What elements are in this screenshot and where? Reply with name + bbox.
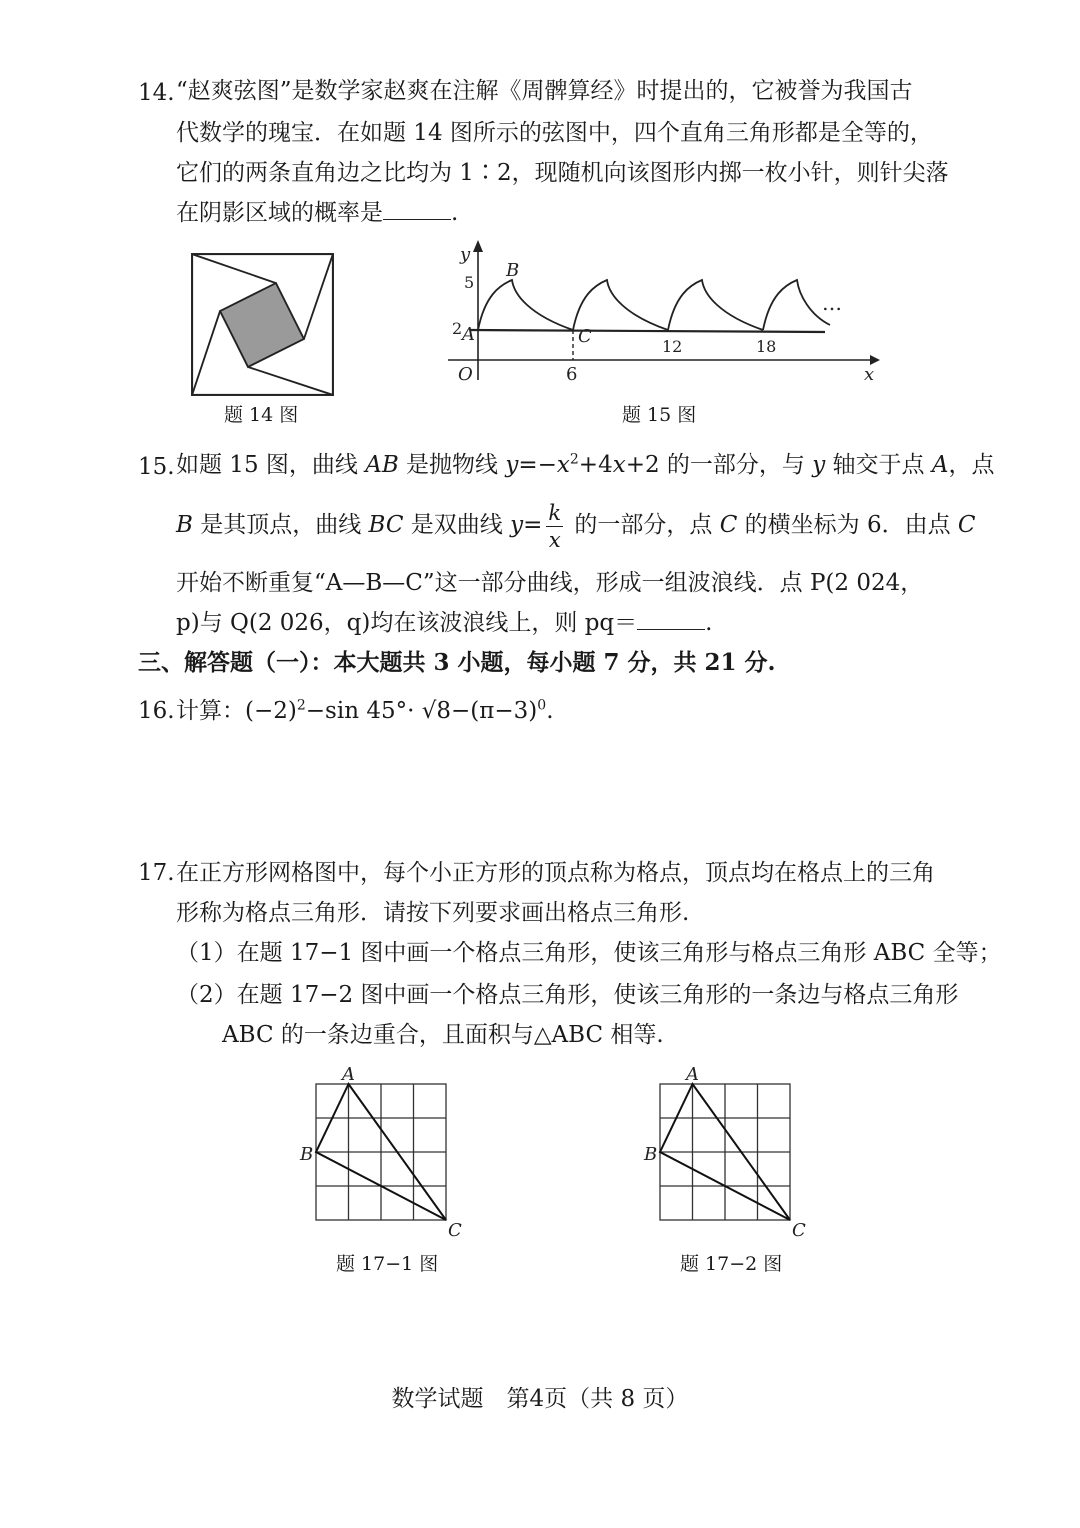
fig15-tick-x12: 12 xyxy=(662,337,683,356)
fig17-1-grid xyxy=(296,1064,476,1241)
fig15-tick-x6: 6 xyxy=(566,364,578,385)
page-footer: 数学试题 第4页（共 8 页） xyxy=(391,1386,689,1412)
q17-line2: 形称为格点三角形．请按下列要求画出格点三角形. xyxy=(176,900,690,926)
fig15-tick-x18: 18 xyxy=(756,337,777,356)
fig15-caption: 题 15 图 xyxy=(622,404,697,426)
q15-answer-blank[interactable] xyxy=(637,609,705,630)
fig15-ellipsis: … xyxy=(822,291,842,315)
q15-line1: 如题 15 图，曲线 AB 是抛物线 $y=-x^2+4x+2$ 的一部分，与 y 轴交于点 A，点 xyxy=(176,451,995,478)
q16-number: 16. xyxy=(138,698,175,724)
fig15-label-C: C xyxy=(578,326,592,347)
fig17-1-label-A: A xyxy=(342,1064,355,1085)
q14-line2: 代数学的瑰宝．在如题 14 图所示的弦图中，四个直角三角形都是全等的， xyxy=(176,120,933,146)
q17-part1: （1）在题 17−1 图中画一个格点三角形，使该三角形与格点三角形 ABC 全等； xyxy=(176,940,1002,966)
q17-part2-cont: ABC 的一条边重合，且面积与△ABC 相等. xyxy=(222,1022,664,1048)
q17-number: 17. xyxy=(138,860,175,886)
fig14-caption: 题 14 图 xyxy=(224,404,299,426)
fig17-2-label-B: B xyxy=(644,1144,658,1165)
section3-heading: 三、解答题（一）：本大题共 3 小题，每小题 7 分，共 21 分. xyxy=(138,649,776,676)
fig17-2-label-C: C xyxy=(792,1220,806,1241)
q14-line4: 在阴影区域的概率是 . xyxy=(176,200,459,226)
q17-line1: 在正方形网格图中，每个小正方形的顶点称为格点，顶点均在格点上的三角 xyxy=(176,860,935,886)
fig14-shaded-square xyxy=(220,283,304,367)
fig15-tick-y2: 2 xyxy=(452,319,463,338)
q14-line1: “赵爽弦图”是数学家赵爽在注解《周髀算经》时提出的，它被誉为我国古 xyxy=(176,78,913,104)
fig15-label-y: y xyxy=(460,244,471,265)
fig15-label-B: B xyxy=(506,260,520,281)
fig17-1-label-B: B xyxy=(300,1144,314,1165)
fig17-2-caption: 题 17−2 图 xyxy=(680,1253,783,1275)
q16-expression: 计算：$(-2)^2-\sin$ $45^\circ\cdot √8-(\pi-3)^0$. xyxy=(176,697,554,724)
fig15-tick-y5: 5 xyxy=(464,273,475,292)
q15-line3: 开始不断重复“A—B—C”这一部分曲线，形成一组波浪线．点 P(2 024， xyxy=(176,570,924,596)
fig14-chord-diagram xyxy=(190,252,335,397)
q15-fraction-k-over-x: $\frac{k}{x}$ xyxy=(548,500,562,552)
q15-line4: p)与 Q(2 026，q)均在该波浪线上，则 pq＝ . xyxy=(176,610,713,636)
q15-line2: B 是其顶点，曲线 BC 是双曲线 y= $\frac{k}{x}$ 的一部分，点 C 的横坐标为 6．由点 C xyxy=(176,500,976,552)
q17-part2: （2）在题 17−2 图中画一个格点三角形，使该三角形的一条边与格点三角形 xyxy=(176,982,959,1008)
q15-number: 15. xyxy=(138,454,175,480)
fig15-label-origin: O xyxy=(458,364,473,385)
fig15-label-A: A xyxy=(462,324,475,345)
fig15-wave-graph xyxy=(440,240,890,390)
fig17-2-label-A: A xyxy=(686,1064,699,1085)
q14-answer-blank[interactable] xyxy=(383,199,451,220)
fig17-1-label-C: C xyxy=(448,1220,462,1241)
q14-line3: 它们的两条直角边之比均为 1∶2，现随机向该图形内掷一枚小针，则针尖落 xyxy=(176,160,949,186)
fig15-label-x: x xyxy=(864,364,875,385)
fig17-2-grid xyxy=(640,1064,820,1241)
fig17-1-caption: 题 17−1 图 xyxy=(336,1253,439,1275)
q14-number: 14. xyxy=(138,80,175,106)
